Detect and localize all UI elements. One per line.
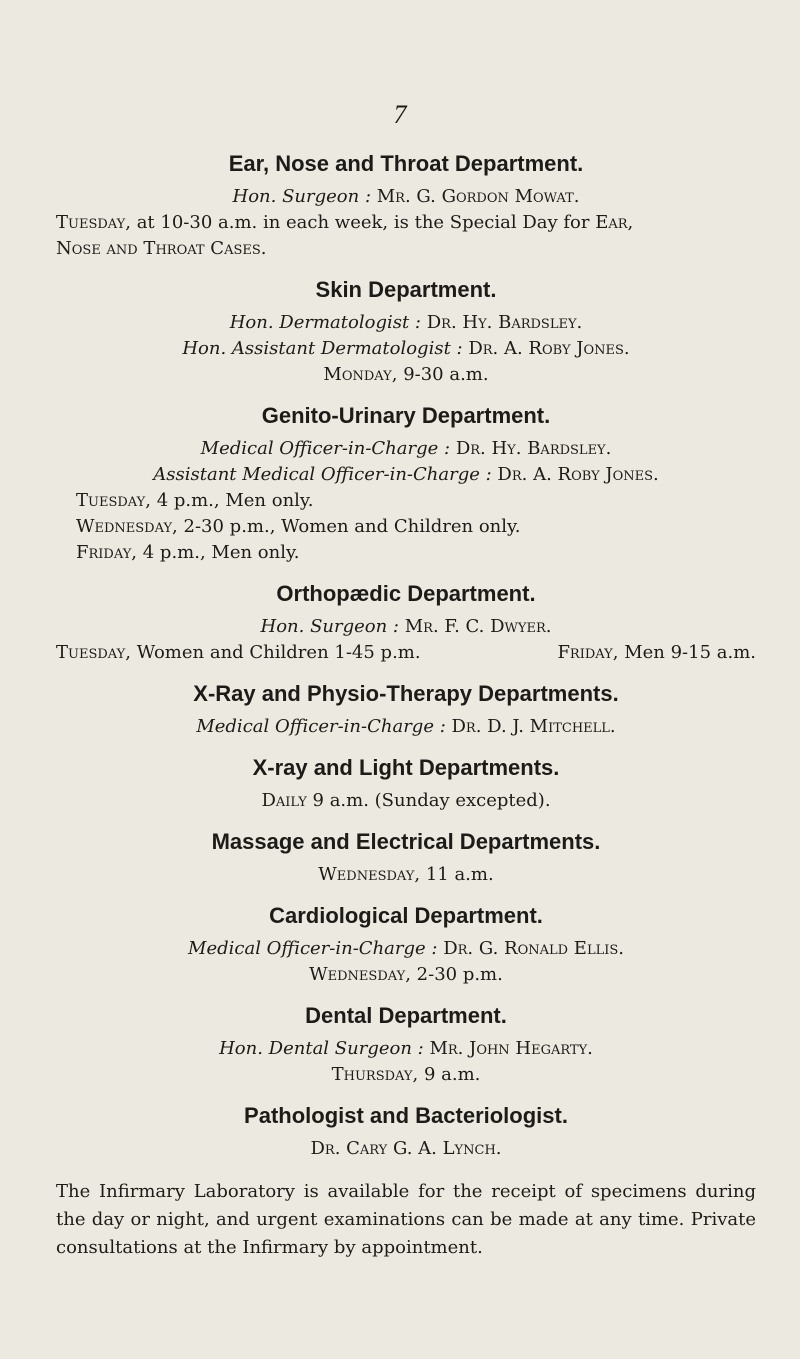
schedule-day: Monday, bbox=[323, 364, 398, 385]
staff-role: Hon. Assistant Dermatologist : bbox=[182, 338, 463, 359]
staff-line bbox=[56, 936, 756, 962]
schedule-text: 2-30 p.m., Women and Children only. bbox=[183, 516, 521, 537]
staff-line bbox=[56, 1136, 756, 1162]
schedule-day: Friday, bbox=[557, 642, 619, 663]
schedule-line bbox=[56, 540, 756, 566]
staff-role: Assistant Medical Officer-in-Charge : bbox=[153, 464, 492, 485]
schedule-day: Friday, bbox=[76, 542, 138, 563]
schedule-day: Tuesday, bbox=[56, 212, 131, 233]
schedule-day: Tuesday, bbox=[76, 490, 151, 511]
schedule-text: 9 a.m. bbox=[423, 1064, 481, 1085]
schedule-text: 4 p.m., Men only. bbox=[156, 490, 314, 511]
schedule-text: at 10-30 a.m. in each week, is the Special Day for bbox=[136, 212, 590, 233]
page-content bbox=[56, 150, 756, 1262]
schedule-day: Wednesday, bbox=[318, 864, 421, 885]
section-genito-urinary bbox=[56, 402, 756, 566]
section-heading: Pathologist and Bacteriologist. bbox=[244, 1103, 568, 1128]
staff-name: Mr. F. C. Dwyer. bbox=[404, 616, 552, 637]
section-heading: Skin Department. bbox=[315, 277, 497, 302]
staff-line bbox=[56, 310, 756, 336]
staff-name: Mr. G. Gordon Mowat. bbox=[376, 186, 580, 207]
schedule-entry bbox=[56, 640, 421, 666]
schedule-line bbox=[56, 362, 756, 388]
section-cardiological bbox=[56, 902, 756, 988]
staff-name: Dr. Hy. Bardsley. bbox=[426, 312, 583, 333]
staff-role: Hon. Surgeon : bbox=[232, 186, 372, 207]
page-number: 7 bbox=[393, 100, 407, 129]
staff-name: Dr. A. Roby Jones. bbox=[497, 464, 659, 485]
schedule-day: Daily bbox=[261, 790, 307, 811]
section-heading: Massage and Electrical Departments. bbox=[211, 829, 601, 854]
section-heading: Ear, Nose and Throat Department. bbox=[228, 151, 584, 176]
schedule-text: Men 9-15 a.m. bbox=[624, 642, 756, 663]
schedule-entry bbox=[557, 640, 756, 666]
schedule-line bbox=[56, 210, 756, 236]
schedule-text: 2-30 p.m. bbox=[416, 964, 503, 985]
schedule-text: 9-30 a.m. bbox=[403, 364, 489, 385]
staff-name: Dr. D. J. Mitchell. bbox=[451, 716, 616, 737]
section-heading: Cardiological Department. bbox=[269, 903, 543, 928]
staff-role: Medical Officer-in-Charge : bbox=[200, 438, 451, 459]
schedule-line bbox=[56, 488, 756, 514]
schedule-text: 11 a.m. bbox=[425, 864, 494, 885]
staff-name: Dr. Hy. Bardsley. bbox=[455, 438, 612, 459]
section-heading: Genito-Urinary Department. bbox=[261, 403, 551, 428]
schedule-day: Thursday, bbox=[331, 1064, 419, 1085]
staff-role: Hon. Dental Surgeon : bbox=[219, 1038, 424, 1059]
staff-line bbox=[56, 714, 756, 740]
section-heading: Orthopædic Department. bbox=[276, 581, 536, 606]
section-xray-light bbox=[56, 754, 756, 814]
schedule-line bbox=[56, 788, 756, 814]
staff-name: Dr. A. Roby Jones. bbox=[468, 338, 630, 359]
section-pathologist bbox=[56, 1102, 756, 1162]
schedule-text: Women and Children 1-45 p.m. bbox=[136, 642, 421, 663]
staff-name: Dr. G. Ronald Ellis. bbox=[443, 938, 624, 959]
staff-name: Dr. Cary G. A. Lynch. bbox=[310, 1138, 502, 1159]
schedule-line bbox=[56, 514, 756, 540]
staff-line bbox=[56, 336, 756, 362]
staff-role: Medical Officer-in-Charge : bbox=[188, 938, 438, 959]
staff-line bbox=[56, 436, 756, 462]
staff-name: Mr. John Hegarty. bbox=[429, 1038, 593, 1059]
schedule-line bbox=[56, 862, 756, 888]
staff-line bbox=[56, 614, 756, 640]
schedule-day: Wednesday, bbox=[76, 516, 178, 537]
schedule-line bbox=[56, 640, 756, 666]
schedule-line bbox=[56, 962, 756, 988]
staff-line bbox=[56, 184, 756, 210]
staff-role: Hon. Dermatologist : bbox=[229, 312, 421, 333]
staff-role: Medical Officer-in-Charge : bbox=[196, 716, 446, 737]
section-ear-nose-throat bbox=[56, 150, 756, 262]
schedule-day: Tuesday, bbox=[56, 642, 131, 663]
section-heading: X-Ray and Physio-Therapy Departments. bbox=[193, 681, 619, 706]
schedule-text: 4 p.m., Men only. bbox=[142, 542, 300, 563]
schedule-text-ear: Ear, bbox=[595, 212, 634, 233]
section-dental bbox=[56, 1002, 756, 1088]
staff-line bbox=[56, 462, 756, 488]
staff-role: Hon. Surgeon : bbox=[260, 616, 399, 637]
section-orthopaedic bbox=[56, 580, 756, 666]
schedule-text: 9 a.m. (Sunday excepted). bbox=[312, 790, 551, 811]
schedule-line bbox=[56, 236, 756, 262]
section-heading: X-ray and Light Departments. bbox=[252, 755, 560, 780]
schedule-text: Nose and Throat Cases. bbox=[56, 238, 267, 259]
laboratory-note: The Infirmary Laboratory is available for the receipt of specimens during the day or night, and urgent examinations can be made at any time. Private consultations at the Infirmary by appointment. bbox=[56, 1181, 756, 1258]
staff-line bbox=[56, 1036, 756, 1062]
section-skin bbox=[56, 276, 756, 388]
schedule-line bbox=[56, 1062, 756, 1088]
section-massage bbox=[56, 828, 756, 888]
schedule-day: Wednesday, bbox=[309, 964, 411, 985]
section-heading: Dental Department. bbox=[305, 1003, 507, 1028]
section-xray-physio bbox=[56, 680, 756, 740]
